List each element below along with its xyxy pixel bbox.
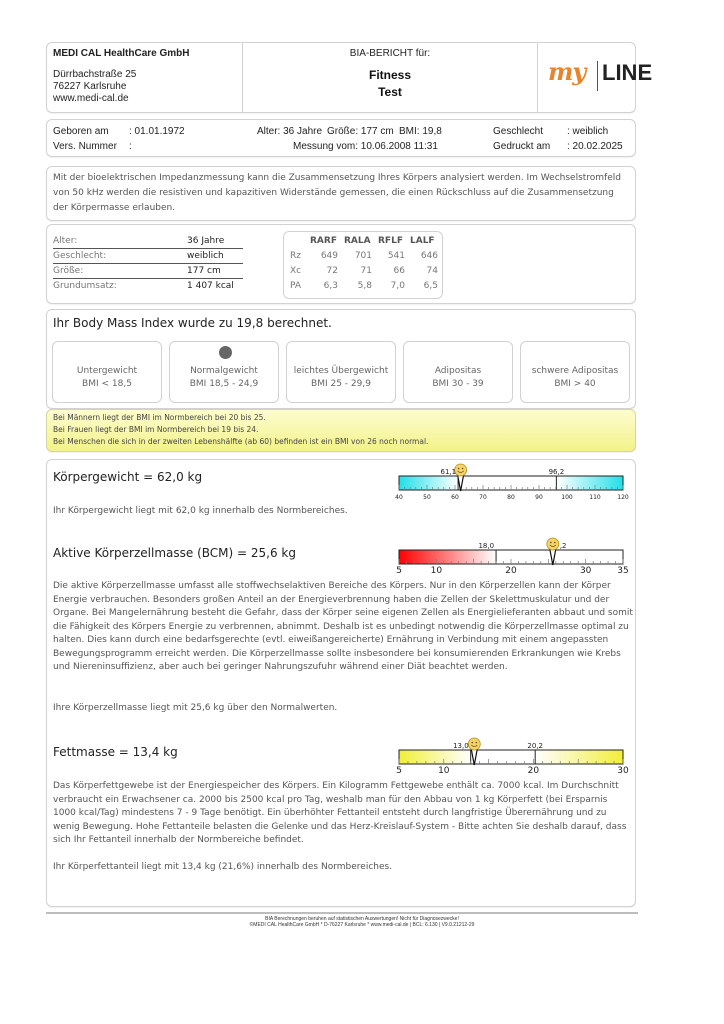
impedance-cell: 541: [387, 251, 405, 261]
weight-smiley-eye: [458, 468, 460, 470]
bmi-value: BMI: 19,8: [399, 126, 442, 137]
bcm-title: Aktive Körperzellmasse (BCM) = 25,6 kg: [53, 546, 296, 560]
fat-low-label: 13,0: [453, 742, 469, 750]
impedance-cell: 5,8: [357, 281, 372, 291]
weight-high-label: 96,2: [548, 468, 565, 476]
weight-smiley-eye: [462, 468, 464, 470]
weight-tick-label: 120: [617, 494, 629, 501]
printed-label: Gedruckt am: [493, 141, 551, 152]
measurement-value: 1 407 kcal: [187, 281, 234, 291]
company-website: www.medi-cal.de: [53, 93, 129, 104]
weight-tick-label: 50: [423, 494, 431, 501]
fat-high-zone: [535, 750, 623, 764]
company-street: Dürrbachstraße 25: [53, 69, 137, 80]
fat-tick-label: 5: [396, 766, 402, 776]
measurement-value: 36 Jahre: [187, 236, 225, 246]
bcm-high-label: ,2: [559, 542, 567, 550]
report-header: [46, 42, 653, 113]
fat-tick-label: 20: [527, 766, 540, 776]
height-value: Größe: 177 cm: [327, 126, 394, 137]
impedance-row-label: Xc: [290, 266, 302, 276]
footer-disclaimer: BIA Berechnungen beruhen auf statistischen Auswertungen! Nicht für Diagnosezwecke!: [265, 916, 459, 922]
impedance-col-header: RALA: [344, 236, 371, 246]
bcm-tick-label: 20: [505, 566, 517, 576]
measured-value: Messung vom: 10.06.2008 11:31: [293, 141, 438, 152]
bcm-smiley-icon: [547, 538, 559, 550]
logo-line: LINE: [602, 60, 653, 85]
bmi-title: Ihr Body Mass Index wurde zu 19,8 berechnet.: [53, 316, 332, 330]
measurement-row: [53, 234, 243, 249]
weight-smiley-icon: [455, 464, 467, 476]
company-city: 76227 Karlsruhe: [53, 81, 127, 92]
measurement-label: Alter:: [53, 236, 78, 246]
measurement-value: 177 cm: [187, 266, 221, 276]
bmi-note: Bei Frauen liegt der BMI im Normbereich bei 19 bis 24.: [53, 425, 259, 434]
impedance-cell: 646: [420, 251, 438, 261]
bmi-note: Bei Männern liegt der BMI im Normbereich bei 20 bis 25.: [53, 413, 266, 422]
impedance-cell: 6,5: [423, 281, 438, 291]
bcm-result: Ihre Körperzellmasse liegt mit 25,6 kg über den Normalwerten.: [53, 703, 338, 713]
fat-smiley-icon: [468, 738, 480, 750]
impedance-cell: 6,3: [323, 281, 338, 291]
fat-smiley-eye: [475, 742, 477, 744]
weight-tick-label: 110: [589, 494, 601, 501]
footer-divider: [46, 912, 638, 914]
impedance-cell: 71: [360, 266, 372, 276]
bcm-tick-label: 35: [617, 566, 629, 576]
born-label: Geboren am: [53, 126, 109, 137]
fat-description: Das Körperfettgewebe ist der Energiespeicher des Körpers. Ein Kilogramm Fettgewebe enthält ca. 7000 kcal. Im Durchschnitt verbraucht ein Erwachsener ca. 2000 bis 2500 kcal pro Tag, weshalb man für den Abbau von 1 kg Körperfett (bei Ersparnis 1000 kcal/Tag) mindestens 7 - 9 Tage benötigt. Ein überhöhter Fettanteil entsteht durch langfristige Überernährung und zu wenig Bewegung. Hohe Fettanteile belasten die Gelenke und das Herz-Kreislauf-System - Bitte achten Sie deshalb darauf, dass sich Ihr Fettanteil innerhalb der Normbereiche befindet.: [53, 781, 627, 845]
report-title: BIA-BERICHT für:: [349, 48, 431, 59]
bcm-gauge-svg: [395, 536, 627, 580]
weight-gauge: [395, 462, 627, 506]
myline-logo: [548, 57, 653, 95]
impedance-cell: 649: [320, 251, 338, 261]
bmi-category-name: Adipositas: [434, 366, 482, 376]
bcm-tick-label: 10: [430, 566, 443, 576]
impedance-col-header: RFLF: [378, 236, 403, 246]
sex-value: : weiblich: [567, 126, 609, 137]
patient-first-name: Fitness: [368, 68, 411, 82]
fat-title: Fettmasse = 13,4 kg: [53, 745, 178, 759]
fat-result: Ihr Körperfettanteil liegt mit 13,4 kg (21,6%) innerhalb des Normbereiches.: [53, 862, 393, 872]
bmi-category-obese: [403, 341, 513, 403]
impedance-cell: 74: [426, 266, 438, 276]
intro-panel: [46, 166, 636, 221]
footer-copyright: ©MEDI CAL HealthCare GmbH * D-76227 Karlsruhe * www.medi-cal.de | BCL: 6.130 | V9.0.21212-29: [249, 922, 475, 928]
measurement-label: Geschlecht:: [53, 251, 107, 261]
impedance-cell: 66: [393, 266, 405, 276]
bmi-category-overweight: [286, 341, 396, 403]
bcm-gauge: [395, 536, 627, 580]
weight-tick-label: 60: [451, 494, 459, 501]
bmi-note: Bei Menschen die sich in der zweiten Lebenshälfte (ab 60) befinden ist ein BMI von 26 noch normal.: [53, 437, 429, 446]
bmi-category-normal: [169, 341, 279, 403]
insurance-label: Vers. Nummer: [53, 141, 117, 152]
bmi-category-range: BMI > 40: [554, 379, 596, 389]
measurement-row: [53, 264, 243, 279]
weight-tick-label: 90: [535, 494, 543, 501]
bmi-panel: [46, 309, 636, 409]
measurement-row: [53, 279, 243, 294]
weight-tick-label: 70: [479, 494, 487, 501]
measurement-value: weiblich: [187, 251, 224, 261]
bmi-category-range: BMI < 18,5: [82, 379, 132, 389]
bmi-category-name: leichtes Übergewicht: [293, 366, 389, 376]
measurement-label: Größe:: [53, 266, 84, 276]
weight-tick-label: 80: [507, 494, 515, 501]
weight-tick-label: 100: [561, 494, 573, 501]
bmi-category-name: Normalgewicht: [190, 366, 258, 376]
weight-tick-label: 40: [395, 494, 403, 501]
measurements-panel: [46, 224, 636, 304]
bmi-category-name: Untergewicht: [76, 366, 138, 376]
weight-gauge-svg: [395, 462, 627, 506]
bcm-value-marker: [550, 549, 556, 565]
bmi-category-severe-obese: [520, 341, 630, 403]
company-name: MEDI CAL HealthCare GmbH: [53, 48, 190, 59]
bmi-category-range: BMI 30 - 39: [432, 379, 484, 389]
impedance-col-header: LALF: [410, 236, 435, 246]
sex-label: Geschlecht: [493, 126, 544, 137]
insurance-value: :: [129, 141, 132, 152]
fat-tick-label: 30: [617, 766, 629, 776]
bcm-low-label: 18,0: [478, 542, 495, 550]
logo-divider: [597, 61, 598, 91]
fat-high-label: 20,2: [527, 742, 543, 750]
fat-tick-label: 10: [438, 766, 450, 776]
bmi-category-underweight: [52, 341, 162, 403]
born-value: : 01.01.1972: [129, 126, 185, 137]
weight-result: Ihr Körpergewicht liegt mit 62,0 kg innerhalb des Normbereiches.: [53, 506, 348, 516]
bcm-smiley-eye: [550, 542, 552, 544]
bcm-description: Die aktive Körperzellmasse umfasst alle stoffwechselaktiven Bereiche des Körpers. Nur in den Körperzellen kann der Körper Energie verbrauchen. Besonders großen Anteil an der Energieverbrennung haben die Zellen der Skelettmuskulatur und der Organe. Bei Mangelernährung besteht die Gefahr, dass der Körper seine eigenen Zellen als Energielieferanten abbaut und somit die Fähigkeit des Körpers Energie zu verbrennen, abnimmt. Deshalb ist es unbedingt notwendig die Körperzellmasse optimal zu halten. Dies kann durch eine bedarfsgerechte (evtl. eiweißangereicherte) Ernährung in Verbindung mit einem angepassten Bewegungsprogramm erreicht werden. Die Körperzellmasse sollte insbesondere bei konsumierenden Erkrankungen wie Krebs und Niereninsuffizienz, aber auch bei geringer Nahrungszufuhr während einer Diät beachtet werden.: [53, 581, 633, 672]
bmi-indicator-dot: [219, 346, 232, 359]
impedance-col-header: RARF: [310, 236, 337, 246]
fat-smiley-eye: [471, 742, 473, 744]
bmi-category-range: BMI 18,5 - 24,9: [189, 379, 259, 389]
printed-value: : 20.02.2025: [567, 141, 623, 152]
composition-panel: [46, 459, 636, 907]
impedance-row-label: Rz: [290, 251, 301, 261]
logo-my: my: [548, 57, 586, 86]
patient-info-bar: [46, 119, 636, 157]
bcm-smiley-eye: [554, 542, 556, 544]
weight-low-label: 61,1: [440, 468, 457, 476]
fat-gauge-svg: [395, 736, 627, 780]
measurement-label: Grundumsatz:: [53, 281, 117, 291]
bmi-category-range: BMI 25 - 29,9: [311, 379, 371, 389]
age-value: Alter: 36 Jahre: [257, 126, 323, 137]
impedance-table: [283, 231, 443, 299]
intro-text: Mit der bioelektrischen Impedanzmessung kann die Zusammensetzung Ihres Körpers analysiert werden. Im Wechselstromfeld von 50 kHz werden die resistiven und kapazitiven Widerstände gemessen, die einen Rückschluss auf die Zusammensetzung der Körpermasse erlauben.: [53, 173, 621, 213]
patient-last-name: Test: [378, 85, 402, 99]
fat-value-marker: [471, 749, 477, 765]
company-block: [47, 43, 243, 112]
weight-title: Körpergewicht = 62,0 kg: [53, 470, 203, 484]
bmi-category-name: schwere Adipositas: [531, 366, 619, 376]
bcm-tick-label: 5: [396, 566, 402, 576]
fat-gauge: [395, 736, 627, 780]
impedance-cell: 7,0: [390, 281, 405, 291]
impedance-cell: 72: [326, 266, 338, 276]
bcm-low-zone: [399, 550, 496, 564]
logo-block: [537, 43, 653, 112]
measurement-row: [53, 249, 243, 264]
impedance-cell: 701: [354, 251, 372, 261]
bmi-notes: [46, 409, 636, 452]
impedance-row-label: PA: [290, 281, 302, 291]
bcm-tick-label: 30: [579, 566, 592, 576]
